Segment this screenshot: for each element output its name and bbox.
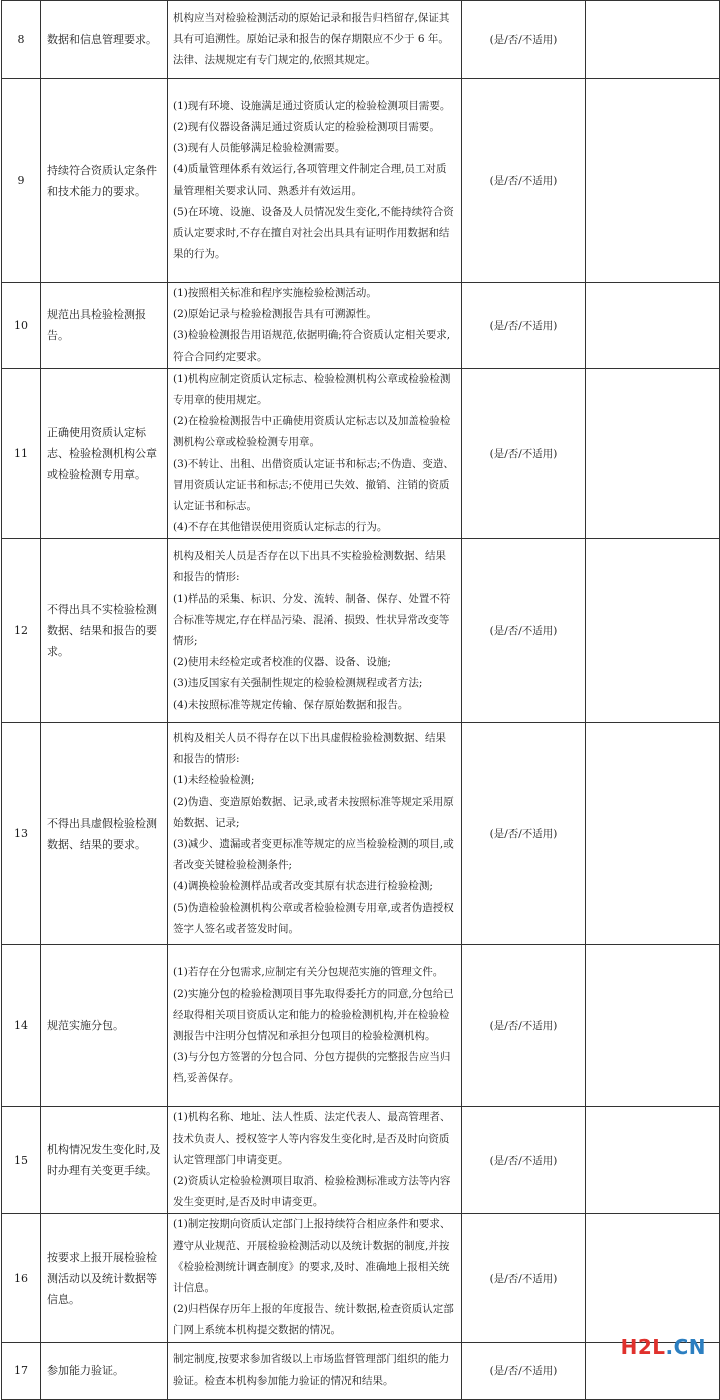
result-options[interactable]: (是/否/不适用) (462, 283, 586, 369)
requirements-cell (168, 368, 462, 539)
table-row (2, 1107, 720, 1214)
requirement-text: (1)若存在分包需求,应制定有关分包规范实施的管理文件。 (173, 966, 444, 979)
table-row (2, 1342, 720, 1399)
check-item: 数据和信息管理要求。 (41, 1, 168, 79)
requirements-cell (168, 79, 462, 283)
remarks-cell[interactable] (586, 79, 720, 283)
row-number: 10 (2, 283, 41, 369)
remarks-cell[interactable] (586, 368, 720, 539)
result-options[interactable]: (是/否/不适用) (462, 79, 586, 283)
requirement-text: 机构及相关人员不得存在以下出具虚假检验检测数据、结果和报告的情形: (173, 731, 446, 766)
row-number: 11 (2, 368, 41, 539)
requirement-text: (1)制定按期向资质认定部门上报持续符合相应条件和要求、遵守从业规范、开展检验检测活动以及统计数据的制度,并按《检验检测统计调查制度》的要求,及时、准确地上报相关统计信息。 (173, 1218, 451, 1295)
requirement-text: (2)原始记录与检验检测报告具有可溯源性。 (173, 308, 377, 321)
requirements-cell (168, 945, 462, 1107)
remarks-cell[interactable] (586, 945, 720, 1107)
requirement-text: 机构及相关人员是否存在以下出具不实检验检测数据、结果和报告的情形: (173, 550, 446, 584)
row-number: 8 (2, 1, 41, 79)
table-row (2, 1, 720, 79)
requirements-cell (168, 283, 462, 369)
requirement-text: (1)机构名称、地址、法人性质、法定代表人、最高管理者、技术负责人、授权签字人等内容发生变化时,是否及时向资质认定管理部门申请变更。 (173, 1111, 451, 1166)
check-item: 不得出具不实检验检测数据、结果和报告的要求。 (41, 539, 168, 723)
site-watermark: H2L.CN (620, 1335, 706, 1359)
requirement-text: (3)减少、遗漏或者变更标准等规定的应当检验检测的项目,或者改变关键检验检测条件; (173, 837, 454, 872)
table-row (2, 368, 720, 539)
requirement-text: (5)伪造检验检测机构公章或者检验检测专用章,或者伪造授权签字人签名或者签发时间。 (173, 901, 454, 935)
requirements-cell (168, 1342, 462, 1399)
row-number: 14 (2, 945, 41, 1107)
row-number: 9 (2, 79, 41, 283)
check-item: 机构情况发生变化时,及时办理有关变更手续。 (41, 1107, 168, 1214)
row-number: 16 (2, 1214, 41, 1342)
remarks-cell[interactable] (586, 723, 720, 945)
requirement-text: (1)未经检验检测; (173, 774, 255, 787)
check-item: 正确使用资质认定标志、检验检测机构公章或检验检测专用章。 (41, 368, 168, 539)
requirement-text: (1)按照相关标准和程序实施检验检测活动。 (173, 287, 377, 299)
requirements-cell (168, 1107, 462, 1214)
requirement-text: (2)资质认定检验检测项目取消、检验检测标准或方法等内容发生变更时,是否及时申请变更。 (173, 1175, 451, 1209)
check-item: 参加能力验证。 (41, 1342, 168, 1399)
requirement-text: (3)现有人员能够满足检验检测需要。 (173, 142, 346, 155)
requirement-text: (2)使用未经检定或者校准的仪器、设备、设施; (173, 656, 391, 669)
check-item: 按要求上报开展检验检测活动以及统计数据等信息。 (41, 1214, 168, 1342)
requirement-text: (4)未按照标准等规定传输、保存原始数据和报告。 (173, 698, 409, 711)
requirement-text: (1)现有环境、设施满足通过资质认定的检验检测项目需要。 (173, 99, 451, 112)
result-options[interactable]: (是/否/不适用) (462, 1342, 586, 1399)
result-options[interactable]: (是/否/不适用) (462, 1107, 586, 1214)
row-number: 12 (2, 539, 41, 723)
inspection-table (1, 0, 720, 1400)
check-item: 不得出具虚假检验检测数据、结果的要求。 (41, 723, 168, 945)
check-item: 规范实施分包。 (41, 945, 168, 1107)
table-row (2, 945, 720, 1107)
remarks-cell[interactable] (586, 539, 720, 723)
row-number: 15 (2, 1107, 41, 1214)
row-number: 17 (2, 1342, 41, 1399)
requirement-text: (3)检验检测报告用语规范,依据明确;符合资质认定相关要求,符合合同约定要求。 (173, 329, 451, 363)
requirements-cell (168, 539, 462, 723)
result-options[interactable]: (是/否/不适用) (462, 723, 586, 945)
requirement-text: (5)在环境、设施、设备及人员情况发生变化,不能持续符合资质认定要求时,不存在擅自对社会出具具有证明作用数据和结果的行为。 (173, 205, 454, 261)
requirement-text: 制定制度,按要求参加省级以上市场监督管理部门组织的能力验证。检查本机构参加能力验证的情况和结果。 (173, 1353, 450, 1387)
table-row (2, 539, 720, 723)
remarks-cell[interactable] (586, 1107, 720, 1214)
requirements-cell (168, 1, 462, 79)
remarks-cell[interactable] (586, 283, 720, 369)
requirement-text: (1)样品的采集、标识、分发、流转、制备、保存、处置不符合标准等规定,存在样品污染、混淆、损毁、性状异常改变等情形; (173, 592, 451, 647)
result-options[interactable]: (是/否/不适用) (462, 1214, 586, 1342)
requirement-text: (2)归档保存历年上报的年度报告、统计数据,检查资质认定部门网上系统本机构提交数据的情况。 (173, 1303, 454, 1337)
requirements-cell (168, 723, 462, 945)
requirement-text: (4)质量管理体系有效运行,各项管理文件制定合理,员工对质量管理相关要求认同、熟悉并有效运用。 (173, 163, 447, 197)
requirement-text: (4)不存在其他错误使用资质认定标志的行为。 (173, 521, 388, 534)
requirement-text: (2)在检验检测报告中正确使用资质认定标志以及加盖检验检测机构公章或检验检测专用章。 (173, 415, 451, 449)
result-options[interactable]: (是/否/不适用) (462, 1, 586, 79)
requirement-text: (4)调换检验检测样品或者改变其原有状态进行检验检测; (173, 880, 433, 893)
requirement-text: (2)实施分包的检验检测项目事先取得委托方的同意,分包给已经取得相关项目资质认定和能力的检验检测机构,并在检验检测报告中注明分包情况和承担分包项目的检验检测机构。 (173, 987, 454, 1042)
row-number: 13 (2, 723, 41, 945)
table-row (2, 79, 720, 283)
requirement-text: (3)与分包方签署的分包合同、分包方提供的完整报告应当归档,妥善保存。 (173, 1051, 451, 1085)
remarks-cell[interactable] (586, 1, 720, 79)
result-options[interactable]: (是/否/不适用) (462, 368, 586, 539)
check-item: 持续符合资质认定条件和技术能力的要求。 (41, 79, 168, 283)
table-row (2, 723, 720, 945)
requirement-text: (2)伪造、变造原始数据、记录,或者未按照标准等规定采用原始数据、记录; (173, 795, 454, 829)
requirement-text: 机构应当对检验检测活动的原始记录和报告归档留存,保证其具有可追溯性。原始记录和报告的保存期限应不少于 6 年。法律、法规规定有专门规定的,依照其规定。 (173, 11, 450, 67)
table-row (2, 1214, 720, 1342)
requirements-cell (168, 1214, 462, 1342)
check-item: 规范出具检验检测报告。 (41, 283, 168, 369)
remarks-cell[interactable] (586, 1214, 720, 1342)
result-options[interactable]: (是/否/不适用) (462, 945, 586, 1107)
table-body (2, 1, 720, 1400)
requirement-text: (1)机构应制定资质认定标志、检验检测机构公章或检验检测专用章的使用规定。 (173, 372, 451, 407)
requirement-text: (3)违反国家有关强制性规定的检验检测规程或者方法; (173, 677, 423, 690)
table-row (2, 283, 720, 369)
requirement-text: (3)不转让、出租、出借资质认定证书和标志;不伪造、变造、冒用资质认定证书和标志;不使用已失效、撤销、注销的资质认定证书和标志。 (173, 457, 454, 513)
requirement-text: (2)现有仪器设备满足通过资质认定的检验检测项目需要。 (173, 120, 440, 133)
result-options[interactable]: (是/否/不适用) (462, 539, 586, 723)
